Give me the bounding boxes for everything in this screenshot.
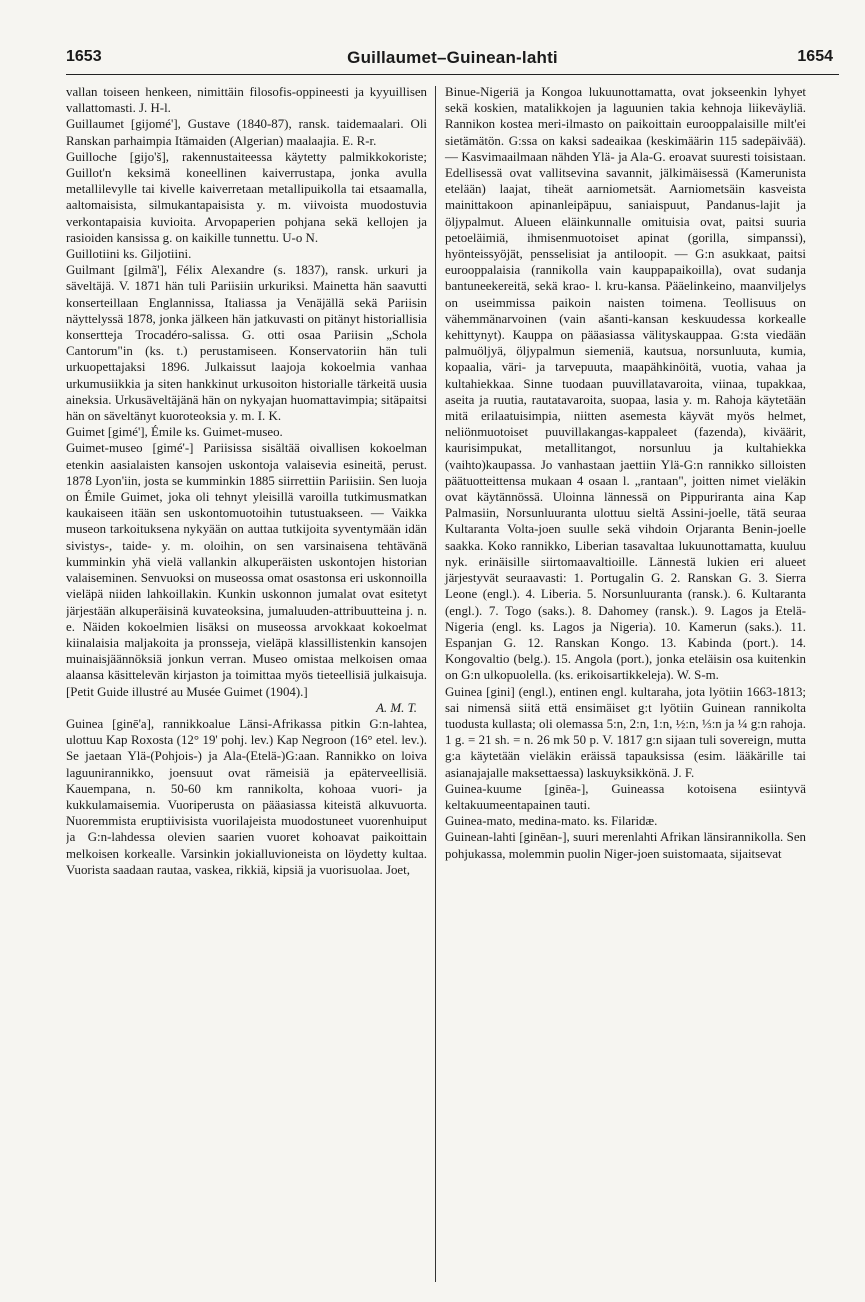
- entry-guimet-museo: Guimet-museo [gimé'-] Pariisissa sisältää oivallisen kokoelman etenkin aasialaisten kansojen uskontoja valaisevia esineitä, perust. 1878 Lyon'iin, josta se kumminkin 1885 siirrettiin Pariisiin. Sen luoja on Émile Guimet, joka oli tehnyt yleisillä varoilla tutkimusmatkan kaukaiseen itään sen uskontomuotoihin tutustuakseen. — Vaikka museon tarkoituksena nykyään on auttaa tutkijoita syventymään idän sivistys-, taide- y. m. oloihin, on sen varsinaisena tehtävänä kumminkin yhä vielä vallankin alkuperäisten uskontojen historian valaiseminen. Senvuoksi on museossa omat osastonsa eri uskonnoilla vieläpä niiden lahkoillakin. Kunkin uskonnon jumalat ovat esitetyt järjestään alkuperäisinä kuvateoksina, jumaluuden-attribuutteina j. n. e. Näiden kokoelmien lisäksi on museossa arvokkaat kokoelmat kiinalaisia maljakoita ja pronsseja, vieläpä klassillistenkin kansojen muinaisjäännöksiä jonkun verran. Museo omistaa melkoisen omaa alaansa käsittelevän kirjaston ja toimittaa myös tieteellisiä julkaisuja. [Petit Guide illustré au Musée Guimet (1904).]: [66, 441, 427, 699]
- left-column: [66, 84, 435, 1282]
- entry-guinea-mato: Guinea-mato, medina-mato. ks. Filaridæ.: [445, 814, 658, 829]
- author-signature: A. M. T.: [376, 700, 417, 715]
- header-rule: [66, 74, 839, 75]
- entry-guinea-kuume: Guinea-kuume [ginēa-], Guineassa kotoisena esiintyvä keltakuumeentapainen tauti.: [445, 781, 806, 812]
- entry-guillotiini: Guillotiini ks. Giljotiini.: [66, 247, 192, 262]
- entry-continuation: vallan toiseen henkeen, nimittäin filosofis-oppineesti ja kyyuillisen vallattomasti. J. H-l.: [66, 85, 427, 116]
- text-columns: [66, 84, 839, 1282]
- left-page-number: 1653: [66, 48, 102, 65]
- entry-guinea-continuation: Binue-Nigeriä ja Kongoa lukuunottamatta, ovat jokseenkin lyhyet sekä koskien, matalikkojen ja laguunien takia kehnoja liikeväyliä. Rannikon kostea meri-ilmasto on paikoittain eurooppalaisille milt'ei sietämätön. G:ssa on kaksi sadeaikaa (keskimäärin 115 sadepäivää). — Kasvimaailmaan nähden Ylä- ja Ala-G. eroavat suuresti toisistaan. Edellisessä ovat vallitsevina savannit, jälkimäisessä (Kamerunista etelään) laajat, tiheät aarniometsät. Aarniometsäin kasveista mainittakoon apinanleipäpuu, saniaispuut, Pandanus-lajit ja öljypalmut. Alueen eläinkunnalle omituisia ovat, paitsi suuria petoeläimiä, ihmisenmuotoiset apinat (gorilla, simpanssi), hyönteissyöjät, pensselisiat ja antiloopit. — G:n asukkaat, paitsi eurooppalaisia (rannikolla vain kauppapaikoilla), ovat sudanja bantuneekereitä, sekä krao- l. kru-kansa. Pääelinkeino, maanviljelys on useimmissa paikoin naisten toimena. Teollisuus on vähemmänarvoinen (vain ašanti-kansan keskuudessa korkealle kehittynyt). Kauppa on pääasiassa välityskauppaa. G:sta viedään palmuöljyä, öljypalmun siemeniä, kautsua, norsunluuta, kumia, kopaalia, väri- ja tarvepuuta, maapähkinöitä, vuotia, vahaa ja kultahiekkaa. Sinne tuodaan puuvillatavaroita, viinaa, tupakkaa, aseita ja ruutia, rautatavaroita, suopaa, lasia y. m. Rahoja käytetään mitä erilaatuisimpia, niitten asemesta käyvät myös helmet, neliönmuotoiset puuvillakangas-kappaleet (fazenda), kiväärit, kaurisimpukat, metallitangot, norsunluu ja kultahiekka (vaihto)kaupassa. Jo vanhastaan jaettiin Ylä-G:n rannikko silloisten päätuotteittensa mukaan 4 osaan l. „rantaan", joitten nimet vieläkin ovat käytännössä. Uloinna lännessä on Pippuriranta aina Kap Palmasiin, Norsunluuranta ulottuu sieltä Assini-joelle, tätä seuraa Kultaranta Volta-joen suulle sekä vihdoin Orjaranta Benin-joelle saakka. Koko rannikko, Liberian tasavaltaa lukuunottamatta, kuuluu nyk. erinäisille siirtomaavaltioille. Lännestä lukien eri alueet järjestyvät seuraavasti: 1. Portugalin G. 2. Ranskan G. 3. Sierra Leone (engl.). 4. Liberia. 5. Norsunluuranta (ransk.). 6. Kultaranta (engl.). 7. Togo (saks.). 8. Dahomey (ransk.). 9. Lagos ja Etelä-Nigeria (engl. ks. Lagos ja Nigeria). 10. Kamerun (saks.). 11. Espanjan G. 12. Ranskan Kongo. 13. Kabinda (port.). 14. Kongovaltio (belg.). 15. Angola (port.), jonka eteläisin osa kuitenkin on G:n ulkopuolella. (ks. erikoisartikkeleja). W. S-m.: [445, 85, 806, 683]
- entry-guinea-region: Guinea [ginē'a], rannikkoalue Länsi-Afrikassa pitkin G:n-lahtea, ulottuu Kap Roxosta (12° 19' pohj. lev.) Kap Negroon (16° etel. lev.). Se jaetaan Ylä-(Pohjois-) ja Ala-(Etelä-)G:aan. Rannikko on loiva laguunirannikko, joensuut ovat rämeisiä ja epäterveellisiä. Kauempana, n. 50-60 km rannikolta, kohoaa vuori- ja kukkulamaisemia. Vuoriperusta on pääasiassa kiteistä alkuvuorta. Nuoremmista eruptiivisista vuorilajeista muodostuneet vuorenhuiput ja G:n-lahdessa olevien saarien vuoret kohoavat paikoittain melkoisen korkealle. Varsinkin jokialluvioneista on löydetty kultaa. Vuorista saadaan rautaa, vaskea, rikkiä, kipsiä ja vuorisuolaa. Joet,: [66, 716, 427, 877]
- entry-guillaumet: Guillaumet [gijomé'], Gustave (1840-87), ransk. taidemaalari. Oli Ranskan parhaimpia Itämaiden (Algerian) maalaajia. E. R-r.: [66, 117, 427, 148]
- page-header: [66, 48, 839, 72]
- entry-guinea-coin: Guinea [gini] (engl.), entinen engl. kultaraha, jota lyötiin 1663-1813; sai nimensä siitä että ensimäiset g:t lyötiin Guinean rannikolta tuodusta kullasta; oli olemassa 5:n, 2:n, 1:n, ½:n, ⅓:n ja ¼ g:n rahoja. 1 g. = 21 sh. = n. 26 mk 50 p. V. 1817 g:n sijaan tuli sovereign, mutta g:a käytetään vieläkin eräissä tapauksissa (esim. lääkärille tai asianajajalle maksettaessa) laskuyksikkönä. J. F.: [445, 684, 806, 780]
- entry-guinean-lahti: Guinean-lahti [ginēan-], suuri merenlahti Afrikan länsirannikolla. Sen pohjukassa, molemmin puolin Niger-joen suistomaata, sijaitsevat: [445, 830, 806, 861]
- entry-guilmant: Guilmant [gilmã'], Félix Alexandre (s. 1837), ransk. urkuri ja säveltäjä. V. 1871 hän tuli Pariisiin urkuriksi. Mainetta hän saavutti konserteillaan Englannissa, Italiassa ja Venäjällä sekä Pariisin näyttelyssä 1878, jonka jälkeen hän jatkuvasti on pitänyt historiallisia konsertteja Trocadéro-salissa. G. otti osaa Pariisin „Schola Cantorum"in (ks. t.) perustamiseen. Konservatoriin hän tuli urkuopettajaksi 1896. Julkaissut laajoja kokoelmia vanhaa urkumusiikkia ja siten hankkinut urkusoiton historialle tärkeitä uusia aineksia. Urkusäveltäjänä hän on nykyajan huomattavimpia; sitäpaitsi hän on säveltänyt kuoroteoksia y. m. I. K.: [66, 263, 427, 424]
- entry-guimet: Guimet [gimé'], Émile ks. Guimet-museo.: [66, 425, 283, 440]
- right-page-number: 1654: [797, 48, 833, 65]
- running-head: Guillaumet–Guinean-lahti: [347, 48, 558, 67]
- entry-guilloche: Guilloche [gijo'š], rakennustaiteessa käytetty palmikkokoriste; Guillot'n keksimä koneellinen kaiverrustapa, jonka avulla metallilevylle tai kivelle kaiverretaan metallipuikolla tai etsaamalla, aaltomaisista, silmukantapaisista y. m. viivoista muodostuvia verkontapaisia kuvioita. Arvopaperien pohjana sekä kellojen ja rasioiden kansissa g. on kaikille tunnettu. U-o N.: [66, 149, 427, 245]
- right-column: [436, 84, 806, 1282]
